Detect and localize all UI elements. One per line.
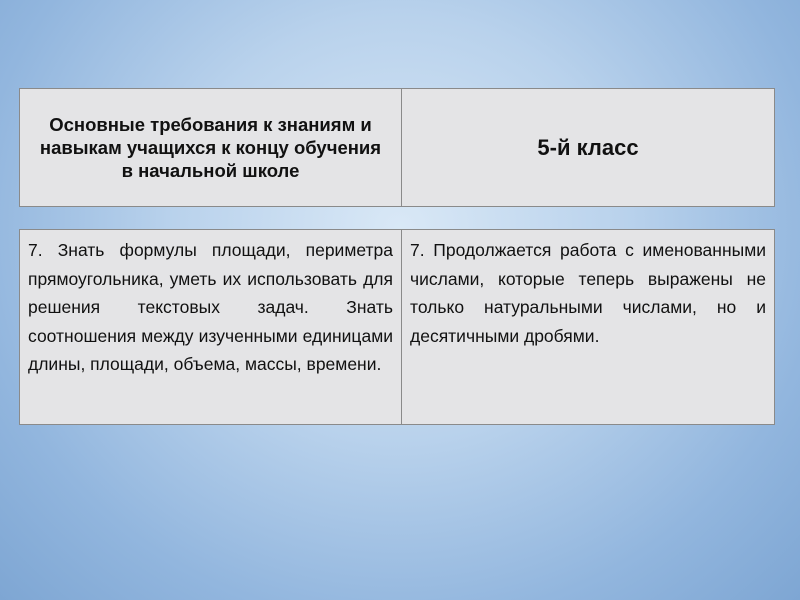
content-cell-primary-school: 7. Знать формулы площади, периметра прямоугольника, уметь их использовать для решения текстовых задач. Знать соотношения между изученными единицами длины, площади, объема, массы, времени. xyxy=(20,230,402,424)
content-cell-grade-5: 7. Продолжается работа с именованными числами, которые теперь выражены не только натуральными числами, но и десятичными дробями. xyxy=(410,240,766,346)
header-cell-grade: 5-й класс xyxy=(537,134,639,160)
content-table xyxy=(19,229,775,425)
header-table xyxy=(19,88,775,207)
header-cell-requirements: Основные требования к знаниям и навыкам учащихся к концу обучения в начальной школе xyxy=(20,89,402,206)
